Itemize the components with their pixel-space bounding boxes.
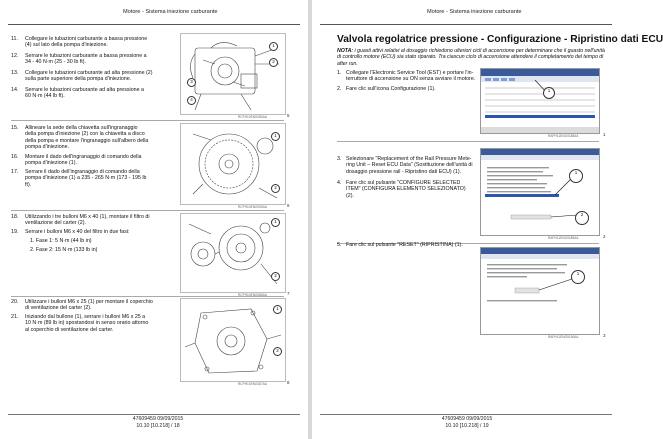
left-footer-rule [8,414,300,415]
figure-5-engine-fuel-lines [180,33,286,115]
figure-3-est-screenshot [480,247,600,335]
right-footer: 47609459 09/09/2015 10.10 [10.218] / 19 [441,416,493,429]
callout: 2 [575,211,589,225]
figure-number: 1 [603,132,606,137]
figure-caption: RAPH11ENG0188AA [548,134,579,138]
figure-caption: RCPH10ENG080AA [238,115,268,119]
separator [11,296,284,297]
figure-number: 2 [603,234,606,239]
callout: 1 [271,132,280,141]
gear-drawing-icon [181,124,285,204]
callout: 1 [571,270,585,284]
separator [11,120,284,121]
callout: 2 [271,184,280,193]
est-main-screen-icon [481,69,599,133]
right-header-title: Motore - Sistema iniezione carburante [427,9,522,15]
figure-1-est-screenshot [480,68,600,134]
figure-number: 3 [603,333,606,338]
left-footer: 47609459 09/09/2015 10.10 [10.218] / 18 [132,416,184,429]
est-reset-screen-icon [481,248,599,334]
filter-drawing-icon [181,214,285,292]
phase-1: 1. Fase 1: 5 N·m (44 lb in) [30,238,92,244]
right-page: Motore - Sistema iniezione carburante Valvola regolatrice pressione - Configurazione - Ripristino dati ECU NOTA: i guasti attivi relativi al dosaggio richiedono ulteriori cicli di accensione per determinare che il guasto nell'unità di controllo motore (ECU) sia stato riparato. Tra ciascun ciclo di accensione attendere il completamento del tempo di after run. 1. Collegare l'Electronic Service Tool (EST) e portare l'in- terruttore di accensione su ON senza avviare il motore. 2. Fare clic sull'icona Configurazione (1). 1 RAPH11ENG0188AA 1 3. Selezionare "Replacement of the Rail Pressure Mete- ring Unit – Reset ECU Data" (Sostituzione dell'unità di dosaggio pressione rail - Ripristino dati ECU) (1). 4. Fare clic sul pulsante "CONFIGURE SELECTED ITEM" (CONFIGURA ELEMENTO SELEZIONATO) (2). 1 2 RAPH11ENG0189AA 2 5. Fare clic sul pulsante "RESET" (RIPRISTINA) (1). 1 RAPH11ENG0190AA 3 47609459 09/09/2015 10.10 [10.218] / 19 [312,0,620,439]
left-header-rule [8,24,300,25]
separator [11,210,284,211]
callout: 1 [543,87,555,99]
callout: 2 [271,272,280,281]
figure-caption: RCPH10ENG090AA [238,205,268,209]
figure-caption: RCPH10ENG087AA [238,382,268,386]
right-footer-rule [320,414,612,415]
left-page: Motore - Sistema iniezione carburante 11. Collegare le tubazioni carburante a bassa pressione (4) sul lato della pompa d'iniezione. 12. Serrare le tubazioni carburante a bassa pressione a 34 - 40 N·m (25 - 30 lb ft). 13. Collegare le tubazioni carburante ad alta pressione (2) sulla parte superiore della pompa d'iniezione. 14. Serrare le tubazioni carburante ad alta pressione a 60 N·m (44 lb ft). 1 2 3 4 RCPH10ENG080AA 5 15. Allineare la sede della chiavetta sull'ingranaggio della pompa d'iniezione (2) con la chiavetta a disco della pompa e montare l'ingranaggio sull'albero della pompa d'iniezione. 16. Montare il dado dell'ingranaggio di comando della pompa d'iniezione (1). 17. Serrare il dado dell'ingranaggio di comando della pompa d'iniezione (1) a 235 - 265 N·m (173 - 195 lb ft). 1 2 RCPH10ENG090AA 6 18. Utilizzando i tre bulloni M6 x 40 (1), montare il filtro di ventilazione del carter (2). 19. Serrare i bulloni M6 x 40 del filtro in due fasi: 1. Fase 1: 5 N·m (44 lb in) 2. Fase 2: 15 N·m (133 lb in) 1 2 RCPH10ENG086AA 7 20. Utilizzare i bulloni M6 x 25 (1) per montare il coperchio di ventilazione del carter (2). 21. Iniziando dal bullone (1), serrare i bulloni M6 x 25 a 10 N·m (89 lb in) spostandosi in senso orario attorno al coperchio di ventilazione del carter. 1 2 RCPH10ENG087AA 8 47609459 09/09/2015 10.10 [10.218] / 18 [0,0,308,439]
callout: 3 [187,78,196,87]
callout: 1 [269,42,278,51]
figure-caption: RCPH10ENG086AA [238,293,268,297]
callout: 2 [269,58,278,67]
section-title: Valvola regolatrice pressione - Configurazione - Ripristino dati ECU [337,34,663,45]
figure-number: 8 [287,380,290,385]
figure-caption: RAPH11ENG0190AA [548,335,579,339]
right-header-rule [320,24,612,25]
figure-8-breather-cover [180,298,286,382]
callout: 2 [273,347,282,356]
figure-caption: RAPH11ENG0189AA [548,236,579,240]
figure-7-breather-filter [180,213,286,293]
figure-number: 5 [287,113,290,118]
note-label: NOTA: [337,48,354,54]
left-header-title: Motore - Sistema iniezione carburante [123,9,218,15]
cover-drawing-icon [181,299,285,381]
separator [337,141,599,142]
figure-2-est-screenshot [480,148,600,236]
figure-number: 7 [287,291,290,296]
phase-2: 2. Fase 2: 15 N·m (133 lb in) [30,247,98,253]
callout: 1 [569,169,583,183]
note-block: NOTA: i guasti attivi relativi al dosaggio richiedono ulteriori cicli di accensione per determinare che il guasto nell'unità di controllo motore (ECU) sia stato riparato. Tra ciascun ciclo di accensione attendere il completamento del tempo di after run. [337,48,605,67]
callout: 4 [187,96,196,105]
figure-number: 6 [287,203,290,208]
callout: 1 [271,218,280,227]
figure-6-pump-gear [180,123,286,205]
callout: 1 [273,305,282,314]
